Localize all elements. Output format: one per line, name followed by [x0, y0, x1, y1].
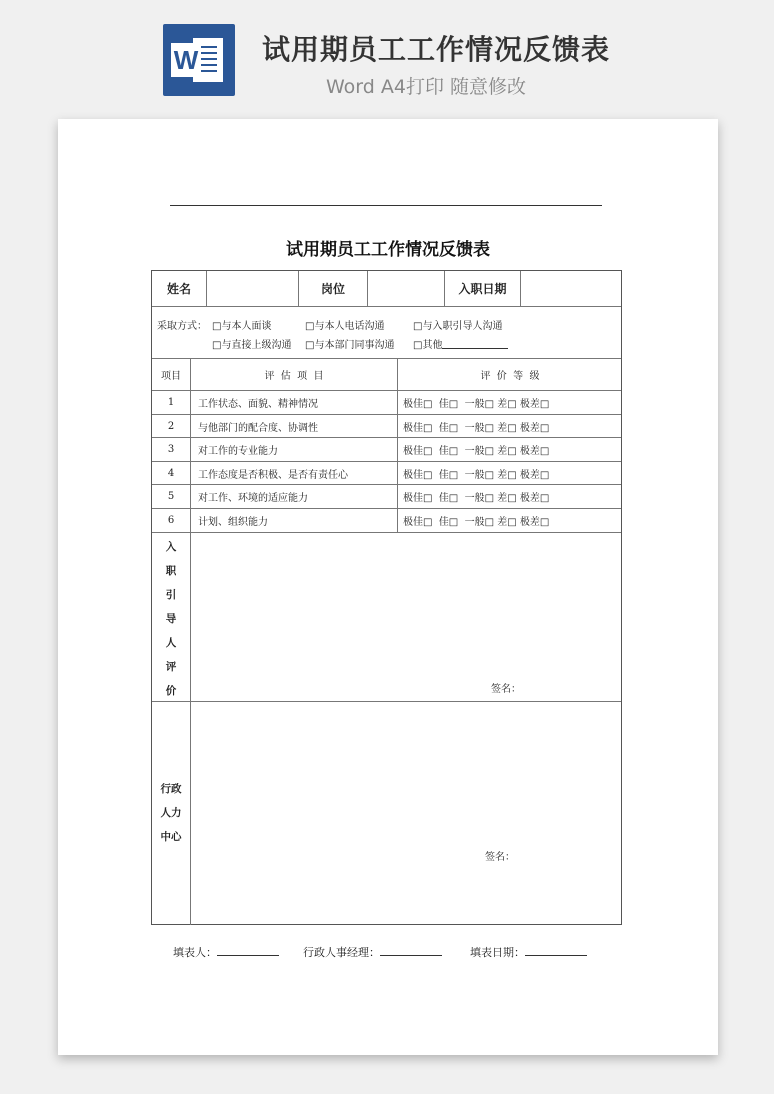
mentor-eval-area[interactable] [191, 533, 621, 701]
mentor-eval-label: 入 职 引 导 人 评 价 [165, 541, 177, 697]
position-field[interactable] [368, 271, 444, 306]
logo-letter: W [171, 43, 201, 77]
date-field: 填表日期： [470, 944, 587, 960]
manager-field: 行政人事经理： [303, 944, 442, 960]
header-rule [170, 205, 602, 206]
row-number: 5 [167, 491, 175, 502]
document-page [58, 119, 718, 1055]
page-title: 试用期员工工作情况反馈表 [262, 33, 611, 66]
row-number: 6 [167, 515, 175, 526]
other-blank[interactable] [442, 338, 508, 349]
eval-item: 与他部门的配合度、协调性 [198, 422, 318, 434]
row-number: 3 [167, 444, 175, 455]
method-option-other[interactable]: □其他 [413, 336, 508, 350]
word-logo-icon [163, 24, 235, 96]
grade-options[interactable]: 极佳□ 佳□ 一般□ 差□ 极差□ [403, 399, 550, 410]
hire-date-field[interactable] [521, 271, 621, 306]
grade-options[interactable]: 极佳□ 佳□ 一般□ 差□ 极差□ [403, 469, 550, 481]
eval-item: 工作态度是否积极、是否有责任心 [198, 469, 348, 481]
item-col-header: 项目 [161, 371, 181, 382]
hr-center-label: 行政 人力 中心 [160, 783, 182, 843]
page-subtitle: Word A4打印 随意修改 [326, 76, 527, 98]
row-number: 2 [167, 420, 175, 432]
method-option-face-to-face[interactable]: □与本人面谈 [212, 320, 272, 332]
hr-eval-area[interactable] [191, 702, 621, 924]
eval-item: 对工作的专业能力 [198, 446, 278, 457]
method-option-mentor[interactable]: □与入职引导人沟通 [413, 320, 503, 332]
filler-field: 填表人： [173, 944, 279, 960]
eval-item: 对工作、环境的适应能力 [198, 493, 308, 504]
row-number: 1 [167, 397, 175, 408]
grade-options[interactable]: 极佳□ 佳□ 一般□ 差□ 极差□ [403, 517, 550, 528]
form-title: 试用期员工工作情况反馈表 [286, 240, 490, 260]
manager-blank[interactable] [380, 945, 442, 956]
feedback-form-table [151, 270, 622, 925]
grade-col-header: 评 价 等 级 [480, 371, 540, 382]
grade-options[interactable]: 极佳□ 佳□ 一般□ 差□ 极差□ [403, 493, 550, 504]
date-blank[interactable] [525, 945, 587, 956]
grade-options[interactable]: 极佳□ 佳□ 一般□ 差□ 极差□ [403, 422, 550, 434]
hr-sign-label: 签名： [485, 851, 515, 863]
filler-blank[interactable] [217, 945, 279, 956]
method-option-phone[interactable]: □与本人电话沟通 [305, 320, 385, 332]
eval-col-header: 评 估 项 目 [264, 371, 324, 382]
eval-item: 工作状态、面貌、精神情况 [198, 399, 318, 410]
name-field[interactable] [207, 271, 297, 306]
position-label: 岗位 [320, 282, 345, 296]
method-label: 采取方式： [157, 320, 207, 332]
hire-date-label: 入职日期 [458, 282, 507, 296]
mentor-sign-label: 签名： [491, 683, 521, 695]
grade-options[interactable]: 极佳□ 佳□ 一般□ 差□ 极差□ [403, 446, 550, 457]
eval-item: 计划、组织能力 [198, 517, 268, 528]
name-label: 姓名 [166, 282, 191, 296]
method-option-supervisor[interactable]: □与直接上级沟通 [212, 339, 292, 351]
method-option-colleagues[interactable]: □与本部门同事沟通 [305, 339, 395, 351]
row-number: 4 [167, 467, 175, 479]
